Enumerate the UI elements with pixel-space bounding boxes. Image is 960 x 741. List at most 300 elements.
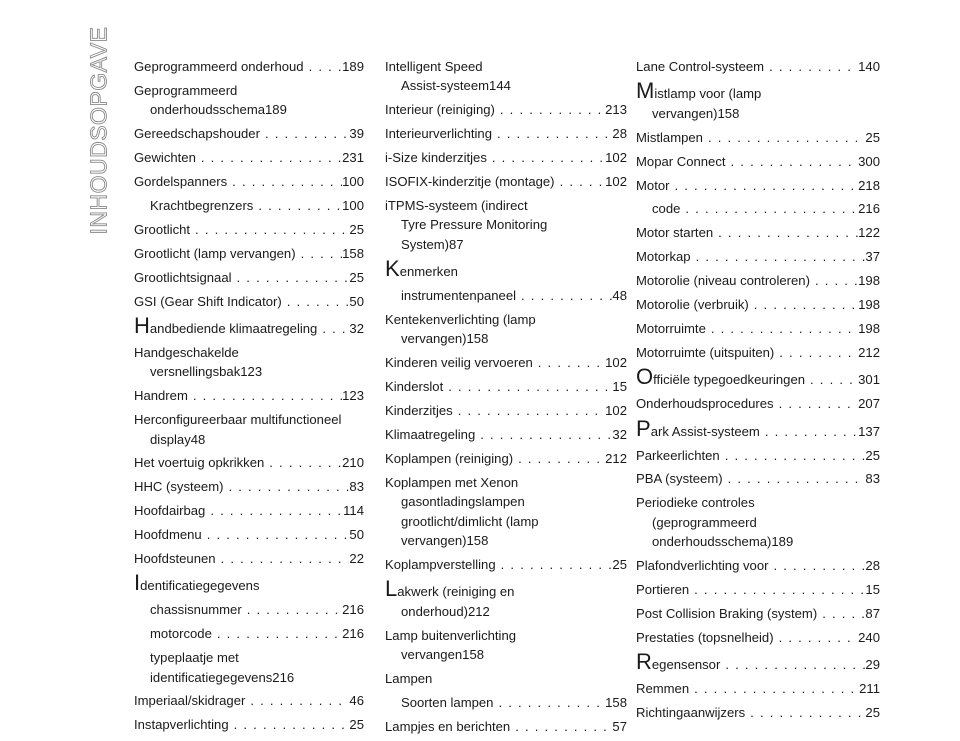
index-entry xyxy=(636,415,880,441)
entry-text xyxy=(134,57,304,76)
page-number: 144 xyxy=(489,78,511,94)
entry-text-body: Koplampverstelling xyxy=(385,556,496,572)
page-number: 216 xyxy=(342,602,364,618)
entry-last-line xyxy=(636,104,880,123)
page-number: 210 xyxy=(342,455,364,471)
entry-text-body: Hoofdmenu xyxy=(134,527,202,543)
entry-last-line xyxy=(636,532,880,551)
index-entry xyxy=(385,449,627,468)
page-number: 123 xyxy=(342,388,364,404)
entry-text xyxy=(401,286,516,305)
entry-heading: Lampen xyxy=(385,670,433,686)
index-entry xyxy=(636,580,880,599)
entry-text xyxy=(636,628,774,647)
index-entry xyxy=(636,628,880,647)
page-number: 83 xyxy=(349,479,364,495)
entry-text xyxy=(385,172,555,191)
leader-dots xyxy=(689,679,859,698)
section-letter: R xyxy=(636,649,652,675)
entry-text-body: Grootlicht (lamp vervangen) xyxy=(134,245,296,261)
entry-text xyxy=(636,604,817,623)
leader-dots xyxy=(253,196,342,215)
entry-last-line xyxy=(385,76,627,95)
entry-text-line: Intelligent Speed xyxy=(385,59,483,74)
entry-text xyxy=(134,477,223,496)
entry-text-body: Kinderen veilig vervoeren xyxy=(385,355,533,371)
entry-text xyxy=(385,100,495,119)
entry-text xyxy=(134,453,264,472)
page-number: 158 xyxy=(342,245,364,261)
entry-text xyxy=(134,220,190,239)
entry-text: istlamp voor (lamp xyxy=(654,86,762,102)
index-entry xyxy=(134,453,364,472)
page-number: 114 xyxy=(343,503,364,519)
page-number: 50 xyxy=(349,527,364,543)
entry-text-body: Handrem xyxy=(134,388,188,404)
index-entry xyxy=(134,343,364,382)
entry-text-body: Motorolie (verbruik) xyxy=(636,297,749,313)
page-number: 48 xyxy=(612,288,627,304)
index-entry xyxy=(385,473,627,551)
entry-text xyxy=(134,501,205,520)
entry-text-body: Onderhoudsprocedures xyxy=(636,396,774,412)
page-number: 211 xyxy=(859,681,880,697)
entry-text-body: fficiële typegoedkeuringen xyxy=(653,372,806,388)
index-entry xyxy=(385,172,627,191)
leader-dots xyxy=(817,604,865,623)
entry-text xyxy=(636,343,774,362)
leader-dots xyxy=(264,453,342,472)
entry-text xyxy=(134,244,296,263)
entry-text-line xyxy=(385,576,627,602)
page-number: 216 xyxy=(272,669,295,685)
page-number: 102 xyxy=(605,150,627,166)
entry-text-line: gasontladingslampen xyxy=(401,494,525,510)
index-entry xyxy=(134,244,364,263)
leader-dots xyxy=(304,57,343,76)
entry-text-body: ark Assist-systeem xyxy=(650,423,760,439)
entry-text-body: Interieur (reiniging) xyxy=(385,102,495,118)
index-entry xyxy=(636,199,880,218)
leader-dots xyxy=(774,394,859,413)
page-number: 29 xyxy=(865,657,880,673)
entry-text-body: egensensor xyxy=(651,657,721,673)
entry-text-body: Grootlichtsignaal xyxy=(134,269,232,285)
entry-text-line xyxy=(636,78,880,104)
entry-text xyxy=(150,624,212,643)
page-number: 87 xyxy=(449,236,464,252)
entry-text-body: Plafondverlichting voor xyxy=(636,558,769,574)
page-number: 158 xyxy=(462,647,485,663)
page-number: 212 xyxy=(467,603,490,619)
entry-text-body: Lampjes en berichten xyxy=(385,718,511,734)
index-entry xyxy=(636,679,880,698)
page-number: 189 xyxy=(342,59,364,74)
entry-text xyxy=(134,292,282,311)
index-entry xyxy=(385,693,627,712)
leader-dots xyxy=(726,152,859,171)
leader-dots xyxy=(495,100,605,119)
entry-text xyxy=(150,196,253,215)
leader-dots xyxy=(555,172,606,191)
page-number: 102 xyxy=(605,403,627,419)
entry-text xyxy=(385,449,513,468)
entry-text xyxy=(134,525,202,544)
entry-text-body: Motorruimte (uitspuiten) xyxy=(636,344,775,360)
leader-dots xyxy=(205,501,343,520)
index-entry xyxy=(134,148,364,167)
index-entry xyxy=(385,256,627,282)
index-entry xyxy=(134,196,364,215)
page-number: 37 xyxy=(865,249,880,265)
entry-text-body: Kinderzitjes xyxy=(385,403,453,419)
entry-heading: dentificatiegegevens xyxy=(140,578,260,594)
entry-text-body: Richtingaanwijzers xyxy=(636,704,746,720)
entry-text-body: Hoofdairbag xyxy=(134,503,206,519)
leader-dots xyxy=(713,223,858,242)
page-number: 189 xyxy=(771,534,794,550)
entry-text xyxy=(385,401,453,420)
entry-text-body: Lane Control-systeem xyxy=(636,59,765,74)
entry-text xyxy=(401,693,493,712)
index-entry xyxy=(385,401,627,420)
page-number: 57 xyxy=(612,718,627,734)
index-entry xyxy=(636,247,880,266)
entry-text xyxy=(385,124,492,143)
index-entry xyxy=(134,312,364,338)
index-entry xyxy=(636,295,880,314)
page-number: 213 xyxy=(605,102,627,118)
page-number: 198 xyxy=(858,297,880,313)
entry-text xyxy=(636,319,706,338)
page-number: 22 xyxy=(349,551,364,567)
entry-text xyxy=(385,717,510,736)
entry-text-line: Lamp buitenverlichting xyxy=(385,627,517,643)
entry-text-line: (geprogrammeerd xyxy=(652,514,757,530)
index-entry xyxy=(134,570,364,596)
index-entry xyxy=(636,128,880,147)
index-entry xyxy=(134,386,364,405)
index-entry xyxy=(385,555,627,574)
entry-text xyxy=(652,199,680,218)
entry-text-body: Instapverlichting xyxy=(134,717,229,733)
entry-text xyxy=(134,312,318,338)
index-entry xyxy=(134,477,364,496)
index-entry xyxy=(385,669,627,688)
page-number: 25 xyxy=(349,717,364,733)
entry-text xyxy=(636,580,689,599)
entry-text xyxy=(636,415,760,441)
entry-text xyxy=(636,469,723,488)
entry-text-body: Kinderslot xyxy=(385,379,444,395)
entry-text-body: Post Collision Braking (system) xyxy=(636,605,818,621)
entry-text-line: Tyre Pressure Monitoring xyxy=(401,217,548,233)
leader-dots xyxy=(810,271,858,290)
index-entry xyxy=(134,124,364,143)
entry-last-line xyxy=(134,362,364,381)
entry-text-body: Krachtbegrenzers xyxy=(150,197,254,213)
page-number: 15 xyxy=(612,379,627,395)
index-entry xyxy=(385,286,627,305)
entry-text-body: motorcode xyxy=(150,626,212,642)
entry-text xyxy=(636,128,703,147)
index-entry xyxy=(385,124,627,143)
entry-text-line: typeplaatje met xyxy=(150,650,239,666)
leader-dots xyxy=(496,555,613,574)
entry-text xyxy=(385,377,443,396)
index-entry xyxy=(134,624,364,643)
entry-text xyxy=(636,556,768,575)
entry-text xyxy=(636,703,745,722)
index-entry xyxy=(134,525,364,544)
index-entry xyxy=(636,394,880,413)
entry-text-body: Parkeerlichten xyxy=(636,447,720,463)
entry-text: akwerk (reiniging en xyxy=(397,584,515,600)
page-number: 137 xyxy=(858,423,880,439)
entry-text-line: Geprogrammeerd xyxy=(134,82,238,98)
leader-dots xyxy=(720,446,866,465)
leader-dots xyxy=(227,172,342,191)
entry-text-body: Soorten lampen xyxy=(401,694,494,710)
entry-text-body: Remmen xyxy=(636,681,690,697)
index-entry xyxy=(636,343,880,362)
entry-text: Assist-systeem xyxy=(401,78,490,94)
page-number: 122 xyxy=(858,225,880,241)
leader-dots xyxy=(510,717,612,736)
entry-text xyxy=(134,148,196,167)
entry-text-body: Motorkap xyxy=(636,249,691,265)
section-letter: O xyxy=(636,364,654,390)
entry-text-body: GSI (Gear Shift Indicator) xyxy=(134,293,282,309)
leader-dots xyxy=(493,693,605,712)
page-number: 46 xyxy=(349,693,364,709)
index-entry xyxy=(385,377,627,396)
entry-text xyxy=(636,679,689,698)
leader-dots xyxy=(282,292,350,311)
entry-text: identificatiegegevens xyxy=(150,669,273,685)
index-entry xyxy=(636,152,880,171)
leader-dots xyxy=(703,128,865,147)
side-title-text: INHOUDSOPGAVE xyxy=(85,26,112,234)
page-number: 212 xyxy=(858,344,880,360)
entry-text-body: Motor starten xyxy=(636,225,714,241)
entry-text xyxy=(134,172,227,191)
index-entry xyxy=(385,57,627,96)
index-entry xyxy=(134,410,364,449)
entry-text-body: Interieurverlichting xyxy=(385,126,492,142)
leader-dots xyxy=(223,477,349,496)
page-number: 218 xyxy=(858,177,880,193)
entry-text: onderhoud) xyxy=(401,603,468,619)
index-entry xyxy=(134,691,364,710)
leader-dots xyxy=(516,286,612,305)
entry-text xyxy=(636,223,713,242)
page-number: 231 xyxy=(342,150,364,166)
index-entry xyxy=(636,649,880,675)
entry-text-body: Hoofdsteunen xyxy=(134,551,216,567)
page-number: 25 xyxy=(865,129,880,145)
leader-dots xyxy=(774,343,858,362)
entry-text-body: Klimaatregeling xyxy=(385,427,476,442)
entry-text xyxy=(636,394,774,413)
index-entry xyxy=(134,501,364,520)
entry-last-line xyxy=(385,645,627,664)
page-number: 300 xyxy=(858,153,880,169)
leader-dots xyxy=(212,624,342,643)
entry-text xyxy=(636,364,806,390)
entry-text-body: code xyxy=(652,201,681,217)
leader-dots xyxy=(296,244,343,263)
entry-last-line xyxy=(385,531,627,550)
index-entry xyxy=(134,549,364,568)
page-number: 87 xyxy=(865,605,880,621)
index-entry xyxy=(636,57,880,76)
leader-dots xyxy=(317,319,349,338)
leader-dots xyxy=(188,386,342,405)
index-entry xyxy=(385,310,627,349)
page-number: 28 xyxy=(612,126,627,142)
index-entry xyxy=(134,172,364,191)
entry-text-body: Motorruimte xyxy=(636,320,706,336)
entry-text xyxy=(636,152,726,171)
index-entry xyxy=(636,78,880,123)
page-number: 198 xyxy=(858,273,880,289)
leader-dots xyxy=(513,449,605,468)
entry-text xyxy=(134,386,188,405)
entry-text xyxy=(134,691,245,710)
entry-text-body: Gewichten xyxy=(134,150,196,166)
index-entry xyxy=(134,292,364,311)
leader-dots xyxy=(669,176,858,195)
index-entry xyxy=(134,57,364,76)
page-number: 216 xyxy=(858,201,880,217)
index-entry xyxy=(636,223,880,242)
entry-text-body: Grootlicht xyxy=(134,221,191,237)
index-entry xyxy=(636,271,880,290)
index-entry xyxy=(636,319,880,338)
page-number: 140 xyxy=(858,59,880,74)
leader-dots xyxy=(492,124,612,143)
entry-text xyxy=(385,425,475,444)
index-entry xyxy=(385,353,627,372)
entry-text: vervangen) xyxy=(652,105,718,121)
index-entry xyxy=(134,600,364,619)
leader-dots xyxy=(487,148,605,167)
entry-text-body: Motor xyxy=(636,177,670,193)
entry-text-line: Herconfigureerbaar multifunctioneel xyxy=(134,412,342,428)
entry-text xyxy=(636,247,691,266)
entry-last-line xyxy=(134,100,364,119)
entry-text: onderhoudsschema xyxy=(150,102,266,118)
entry-text-line: Handgeschakelde xyxy=(134,344,239,360)
entry-text xyxy=(150,600,242,619)
entry-text: vervangen) xyxy=(401,331,467,347)
page-number: 48 xyxy=(190,431,206,447)
entry-text-line: iTPMS-systeem (indirect xyxy=(385,197,528,213)
entry-text-body: chassisnummer xyxy=(150,602,242,618)
leader-dots xyxy=(216,549,350,568)
index-entry xyxy=(134,648,364,687)
page-number: 50 xyxy=(349,293,364,309)
index-entry xyxy=(636,604,880,623)
entry-text-body: Portieren xyxy=(636,581,690,597)
entry-text-body: Mistlampen xyxy=(636,129,703,145)
entry-text: vervangen xyxy=(401,647,463,663)
leader-dots xyxy=(453,401,605,420)
entry-text-line: Koplampen met Xenon xyxy=(385,474,519,490)
leader-dots xyxy=(774,628,859,647)
page-number: 198 xyxy=(858,320,880,336)
entry-text-body: Motorolie (niveau controleren) xyxy=(636,273,810,289)
leader-dots xyxy=(768,556,865,575)
entry-text xyxy=(134,549,216,568)
entry-last-line xyxy=(385,329,627,348)
page-number: 123 xyxy=(240,364,263,380)
entry-text xyxy=(385,148,487,167)
entry-text-line: Kentekenverlichting (lamp xyxy=(385,311,536,327)
leader-dots xyxy=(805,370,858,389)
entry-text-body: instrumentenpaneel xyxy=(401,288,517,304)
entry-text xyxy=(134,124,260,143)
leader-dots xyxy=(689,580,865,599)
leader-dots xyxy=(232,268,350,287)
entry-text xyxy=(636,446,720,465)
entry-text-body: Geprogrammeerd onderhoud xyxy=(134,59,304,74)
index-entry xyxy=(385,196,627,254)
leader-dots xyxy=(190,220,349,239)
leader-dots xyxy=(443,377,612,396)
page-number: 158 xyxy=(605,694,627,710)
leader-dots xyxy=(749,295,858,314)
page-number: 102 xyxy=(605,355,627,371)
page-number: 207 xyxy=(858,396,880,412)
section-letter: I xyxy=(134,570,141,596)
index-entry xyxy=(385,717,627,736)
leader-dots xyxy=(723,469,866,488)
index-entry xyxy=(385,148,627,167)
entry-text-body: Koplampen (reiniging) xyxy=(385,450,514,466)
page-number: 102 xyxy=(605,174,627,190)
entry-text-body: i-Size kinderzitjes xyxy=(385,150,487,166)
index-entry xyxy=(636,364,880,390)
page-number: 100 xyxy=(342,197,364,213)
leader-dots xyxy=(760,422,858,441)
index-entry xyxy=(636,493,880,551)
entry-text: onderhoudsschema) xyxy=(652,534,772,550)
entry-text-body: Het voertuig opkrikken xyxy=(134,455,265,471)
index-column-3 xyxy=(636,57,880,727)
page-number: 240 xyxy=(858,629,880,645)
entry-last-line xyxy=(134,668,364,687)
entry-text xyxy=(636,649,721,675)
page-number: 83 xyxy=(865,471,880,487)
page-number: 158 xyxy=(717,105,740,121)
page-number: 15 xyxy=(865,581,880,597)
page-number: 158 xyxy=(466,533,489,549)
entry-heading: enmerken xyxy=(399,264,458,280)
page-number: 189 xyxy=(265,102,287,118)
leader-dots xyxy=(745,703,865,722)
page-number: 216 xyxy=(342,626,364,642)
entry-text-line: Periodieke controles xyxy=(636,495,755,511)
index-entry xyxy=(385,576,627,621)
entry-text xyxy=(636,57,764,76)
index-entry xyxy=(636,176,880,195)
leader-dots xyxy=(245,691,349,710)
index-entry xyxy=(134,220,364,239)
page-number: 25 xyxy=(349,269,364,285)
leader-dots xyxy=(196,148,342,167)
